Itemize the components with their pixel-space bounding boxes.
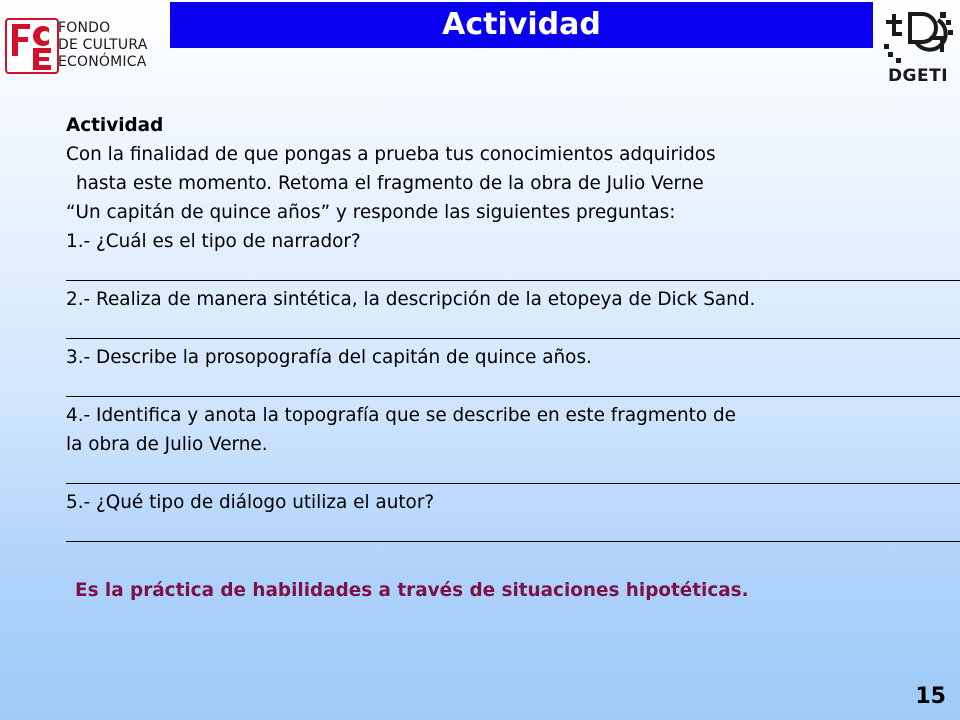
fce-logo-mark [5, 18, 59, 74]
fce-logo-line: ECONÓMICA [58, 54, 147, 70]
question-2: 2.- Realiza de manera sintética, la descripción de la etopeya de Dick Sand. [66, 289, 756, 310]
answer-line-2[interactable] [66, 314, 960, 343]
answer-line-1[interactable] [66, 256, 960, 285]
fce-logo-line: DE CULTURA [58, 37, 148, 53]
intro-line: hasta este momento. Retoma el fragmento de la obra de Julio Verne [76, 173, 704, 194]
dgeti-logo-text: DGETI [887, 66, 949, 86]
intro-line: Con la finalidad de que pongas a prueba tus conocimientos adquiridos [66, 144, 716, 165]
question-5: 5.- ¿Qué tipo de diálogo utiliza el autor? [66, 492, 435, 513]
question-4-continued: la obra de Julio Verne. [66, 434, 268, 455]
answer-line-3[interactable] [66, 372, 960, 401]
dgeti-logo [880, 8, 956, 94]
activity-heading: Actividad [66, 115, 164, 136]
activity-body [66, 111, 960, 546]
answer-line-5[interactable] [66, 517, 960, 546]
page-number: 15 [915, 684, 946, 709]
answer-line-4[interactable] [66, 459, 960, 488]
definition-note: Es la práctica de habilidades a través de situaciones hipotéticas. [75, 580, 749, 601]
question-1: 1.- ¿Cuál es el tipo de narrador? [66, 231, 361, 252]
question-4: 4.- Identifica y anota la topografía que se describe en este fragmento de [66, 405, 736, 426]
fce-logo [5, 18, 165, 78]
fce-logo-text [58, 20, 148, 71]
intro-line: “Un capitán de quince años” y responde las siguientes preguntas: [66, 202, 676, 223]
fce-logo-line: FONDO [58, 20, 111, 36]
page-title: Actividad [170, 2, 873, 48]
question-3: 3.- Describe la prosopografía del capitán de quince años. [66, 347, 592, 368]
dgeti-logo-mark [880, 8, 956, 66]
